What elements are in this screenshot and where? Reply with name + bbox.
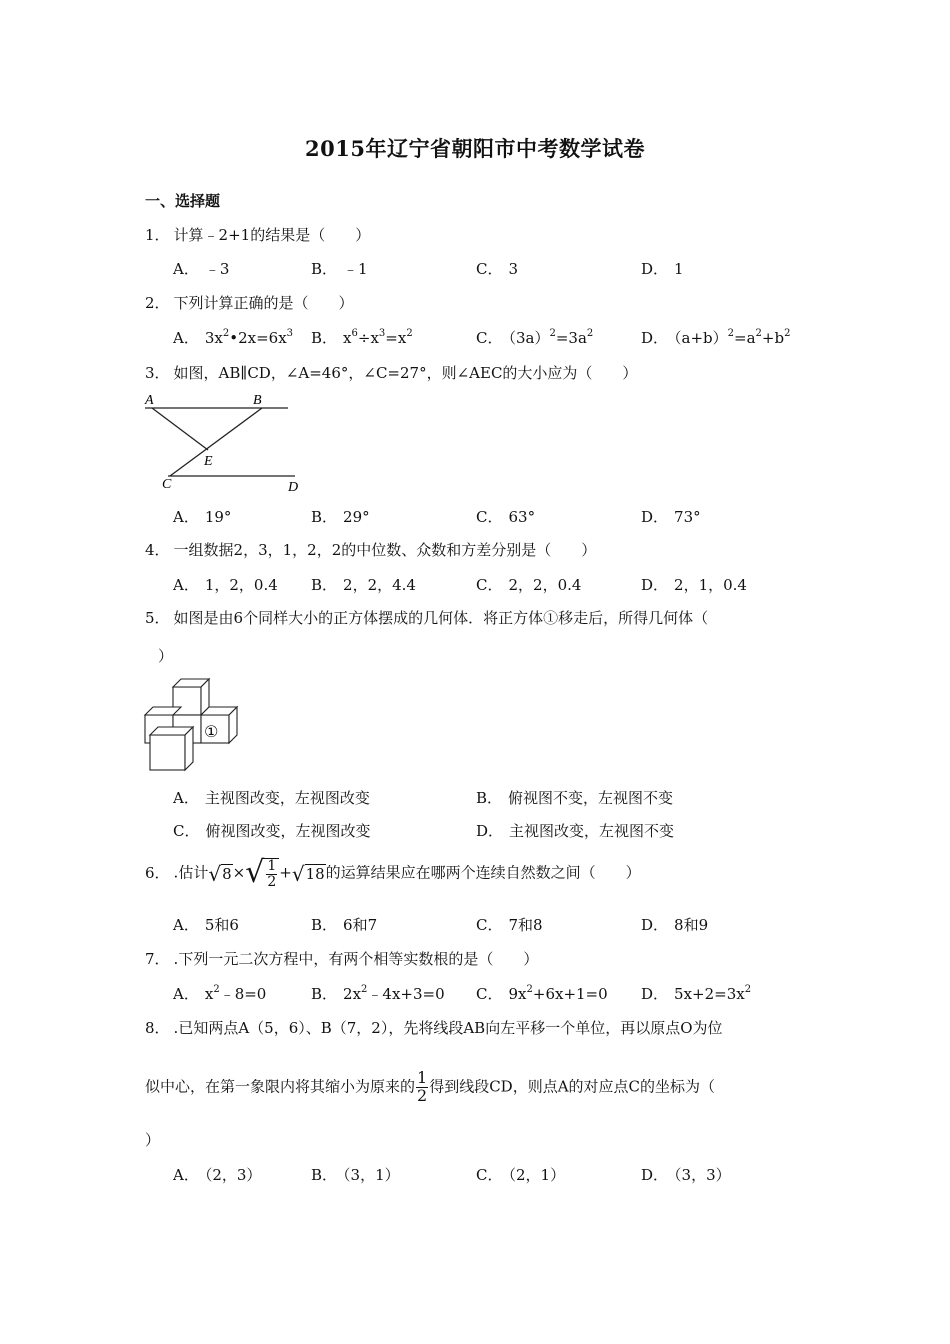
option-text: 主视图改变，左视图不变: [509, 822, 675, 840]
question-text: 似中心，在第一象限内将其缩小为原来的: [145, 1077, 416, 1096]
question-8-line-3: ）: [145, 1131, 161, 1149]
operator: ×: [232, 863, 246, 882]
radicand: 8: [222, 864, 232, 883]
point-a-label: A: [145, 393, 154, 408]
option-text: 俯视图改变，左视图改变: [205, 822, 371, 840]
option-d: [641, 1164, 731, 1185]
question-text: .估计: [173, 863, 209, 882]
question-text: .已知两点A（5，6）、B（7，2），先将线段AB向左平移一个单位，再以原点O为位: [173, 1019, 723, 1037]
option-text: 7和8: [508, 916, 543, 934]
option-formula: $x^6\div x^3=x^2$: [343, 328, 413, 347]
option-label: D．: [641, 576, 669, 594]
option-label: D．: [641, 1166, 669, 1184]
option-text: 2，2，0.4: [508, 576, 582, 594]
option-a: [173, 574, 278, 595]
question-number: 8．: [145, 1019, 170, 1037]
option-text: 5和6: [204, 916, 239, 934]
line-bc: [170, 408, 262, 476]
option-c: [476, 574, 581, 595]
option-label: D．: [476, 822, 504, 840]
point-b-label: B: [253, 393, 262, 408]
option-d: [641, 327, 790, 348]
cube-face: [150, 735, 185, 770]
option-b: [311, 983, 445, 1004]
page-title: 2015年辽宁省朝阳市中考数学试卷: [305, 136, 645, 161]
option-text: 73°: [674, 508, 701, 526]
option-a: [173, 787, 370, 808]
option-b: [311, 327, 413, 348]
question-number: 2．: [145, 294, 170, 312]
option-label: B．: [311, 260, 338, 278]
option-text: 19°: [204, 508, 232, 526]
question-7: [145, 948, 538, 969]
option-label: C．: [476, 508, 503, 526]
option-label: A．: [173, 576, 199, 594]
option-b: [311, 1164, 400, 1185]
option-c: [476, 1164, 565, 1185]
option-label: A．: [173, 1166, 199, 1184]
option-b: [311, 506, 370, 527]
question-text: 的运算结果应在哪两个连续自然数之间（ ）: [325, 863, 641, 882]
option-label: A．: [173, 508, 199, 526]
question-1: [145, 224, 370, 245]
question-text: 得到线段CD，则点A的对应点C的坐标为（: [429, 1077, 716, 1096]
sqrt-18: √ 18: [291, 861, 325, 886]
option-text: 29°: [343, 508, 370, 526]
option-label: A．: [173, 260, 199, 278]
option-label: B．: [311, 508, 338, 526]
option-formula: $9x^2+6x+1=0$: [508, 984, 608, 1003]
option-label: B．: [311, 985, 338, 1003]
option-d: [641, 574, 747, 595]
option-label: A．: [173, 985, 199, 1003]
option-label: B．: [311, 576, 338, 594]
option-d: [476, 820, 674, 841]
option-label: C．: [476, 329, 503, 347]
option-c: [476, 258, 518, 279]
question-4: [145, 539, 596, 560]
option-text: 1，2，0.4: [204, 576, 278, 594]
option-text: 8和9: [674, 916, 709, 934]
option-text: （2，3）: [204, 1166, 262, 1184]
option-label: D．: [641, 260, 669, 278]
option-formula: $5x+2=3x^2$: [674, 984, 752, 1003]
option-b: [311, 258, 368, 279]
option-formula: $(a+b)^2=a^2+b^2$: [674, 328, 791, 347]
question-3: [145, 362, 637, 383]
option-label: C．: [476, 916, 503, 934]
option-d: [641, 983, 751, 1004]
sqrt-half: √ $\frac{1}{2}$: [245, 858, 279, 889]
option-label: A．: [173, 329, 199, 347]
fraction-denominator: 2: [267, 873, 277, 890]
option-label: D．: [641, 508, 669, 526]
option-b: [311, 574, 416, 595]
cube-stack-figure: [142, 675, 242, 773]
option-text: ﹣3: [204, 260, 230, 278]
option-b: [476, 787, 673, 808]
point-d-label: D: [288, 480, 299, 495]
option-formula: $3x^2•2x=6x^3$: [204, 328, 294, 347]
option-a: [173, 983, 266, 1004]
option-label: B．: [311, 1166, 338, 1184]
option-a: [173, 506, 231, 527]
option-label: D．: [641, 985, 669, 1003]
option-label: C．: [476, 576, 503, 594]
option-text: （2，1）: [508, 1166, 566, 1184]
option-formula: $(3a)^2=3a^2$: [508, 328, 594, 347]
question-6: [145, 855, 641, 890]
option-label: D．: [641, 916, 669, 934]
option-a: [173, 327, 293, 348]
option-label: B．: [311, 916, 338, 934]
question-text: 一组数据2，3，1，2，2的中位数、众数和方差分别是（ ）: [173, 541, 597, 559]
option-text: （3，3）: [674, 1166, 731, 1184]
question-number: 6．: [145, 863, 170, 882]
point-e-label: E: [204, 454, 213, 469]
question-text: .下列一元二次方程中，有两个相等实数根的是（ ）: [173, 950, 539, 968]
option-c: [173, 820, 371, 841]
option-text: 3: [508, 260, 519, 278]
question-8-line-2: [145, 1070, 715, 1105]
option-text: （3，1）: [343, 1166, 400, 1184]
question-number: 3．: [145, 364, 170, 382]
option-label: B．: [476, 789, 503, 807]
sqrt-8: √ 8: [208, 861, 232, 886]
fraction-denominator: 2: [417, 1085, 428, 1105]
fraction-numerator: 1: [417, 1068, 428, 1087]
question-number: 4．: [145, 541, 170, 559]
option-text: 1: [674, 260, 684, 278]
option-c: [476, 914, 543, 935]
option-text: 2，1，0.4: [674, 576, 747, 594]
question-text: 计算﹣2+1的结果是（ ）: [173, 226, 371, 244]
option-c: [476, 506, 535, 527]
option-text: 俯视图不变，左视图不变: [508, 789, 674, 807]
option-formula: $2x^2﹣4x+3=0$: [343, 984, 445, 1003]
option-d: [641, 914, 708, 935]
question-number: 1．: [145, 226, 170, 244]
operator: +: [279, 863, 292, 882]
option-label: C．: [476, 1166, 503, 1184]
option-c: [476, 983, 608, 1004]
point-c-label: C: [162, 477, 172, 492]
section-heading: 一、选择题: [145, 192, 221, 210]
question-2: [145, 292, 354, 313]
option-label: A．: [173, 916, 199, 934]
cube-face: [185, 727, 193, 770]
option-d: [641, 258, 684, 279]
question-text: 下列计算正确的是（ ）: [173, 294, 354, 312]
option-text: 6和7: [343, 916, 378, 934]
option-d: [641, 506, 701, 527]
fraction-half: [416, 1070, 428, 1105]
option-formula: $x^2﹣8=0$: [204, 984, 267, 1003]
option-text: 2，2，4.4: [343, 576, 416, 594]
option-label: C．: [476, 260, 503, 278]
radicand: 18: [305, 864, 325, 883]
option-a: [173, 1164, 261, 1185]
option-text: 主视图改变，左视图改变: [204, 789, 370, 807]
option-label: D．: [641, 329, 669, 347]
question-8: [145, 1017, 723, 1038]
option-label: C．: [173, 822, 200, 840]
option-a: [173, 914, 239, 935]
question-5-continuation: ）: [158, 647, 174, 665]
option-label: B．: [311, 329, 338, 347]
question-number: 5．: [145, 609, 170, 627]
line-ae: [152, 408, 208, 450]
question-5: [145, 607, 708, 628]
option-label: C．: [476, 985, 503, 1003]
option-b: [311, 914, 377, 935]
option-text: ﹣1: [343, 260, 368, 278]
question-number: 7．: [145, 950, 170, 968]
option-label: A．: [173, 789, 199, 807]
question-text: 如图，AB∥CD，∠A=46°，∠C=27°，则∠AEC的大小应为（ ）: [173, 364, 638, 382]
option-a: [173, 258, 229, 279]
cube-marker-label: ①: [204, 722, 219, 741]
option-text: 63°: [508, 508, 536, 526]
question-text: 如图是由6个同样大小的正方体摆成的几何体．将正方体①移走后，所得几何体（: [173, 609, 709, 627]
option-c: [476, 327, 593, 348]
fraction-numerator: 1: [267, 858, 277, 874]
parallel-lines-figure: [140, 388, 310, 496]
